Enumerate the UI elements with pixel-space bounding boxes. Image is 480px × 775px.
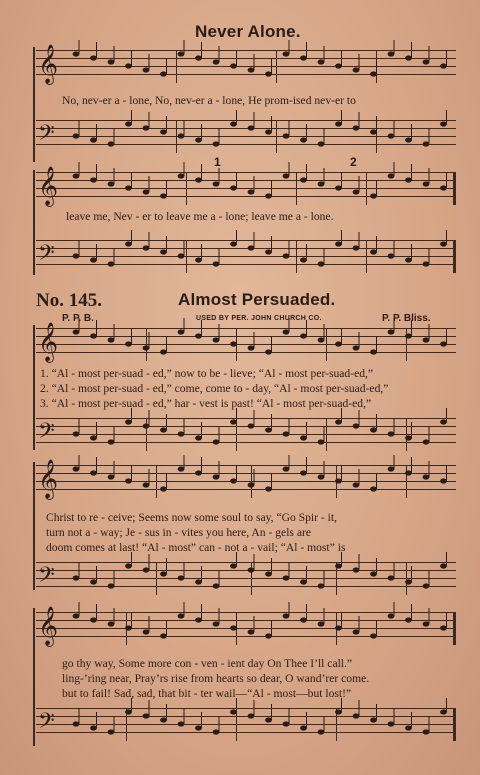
note-head: [370, 571, 377, 576]
bass-clef-icon: 𝄢: [38, 709, 55, 739]
note-head: [353, 245, 360, 250]
note-head: [178, 431, 185, 436]
note-head: [125, 341, 132, 346]
bass-clef-icon: 𝄢: [38, 121, 55, 151]
note-head: [388, 173, 395, 178]
note-head: [335, 241, 342, 246]
note-head: [388, 466, 395, 471]
note-head: [353, 482, 360, 487]
note-head: [318, 583, 325, 588]
note-head: [213, 729, 220, 734]
note-heads: [36, 552, 456, 604]
note-head: [125, 419, 132, 424]
note-head: [230, 563, 237, 568]
note-head: [213, 261, 220, 266]
hymn-title-never-alone: Never Alone.: [195, 22, 301, 41]
note-head: [283, 253, 290, 258]
note-head: [335, 709, 342, 714]
first-ending-number: 1: [214, 155, 221, 169]
note-head: [143, 713, 150, 718]
note-head: [213, 181, 220, 186]
note-head: [90, 177, 97, 182]
note-head: [283, 466, 290, 471]
note-head: [90, 435, 97, 440]
note-head: [353, 567, 360, 572]
note-head: [265, 193, 272, 198]
note-head: [178, 133, 185, 138]
note-head: [213, 439, 220, 444]
system-brace: [33, 170, 35, 275]
note-head: [388, 51, 395, 56]
note-head: [248, 125, 255, 130]
note-head: [125, 63, 132, 68]
note-head: [143, 629, 150, 634]
bass-clef-icon: 𝄢: [38, 241, 55, 271]
note-head: [423, 583, 430, 588]
note-head: [423, 261, 430, 266]
note-head: [370, 249, 377, 254]
note-head: [405, 177, 412, 182]
note-head: [195, 470, 202, 475]
note-head: [248, 629, 255, 634]
note-head: [335, 63, 342, 68]
note-head: [388, 431, 395, 436]
note-head: [405, 333, 412, 338]
note-head: [318, 261, 325, 266]
note-head: [300, 579, 307, 584]
note-head: [178, 173, 185, 178]
note-head: [213, 337, 220, 342]
note-head: [213, 59, 220, 64]
note-head: [440, 241, 447, 246]
note-head: [73, 575, 80, 580]
note-head: [125, 478, 132, 483]
note-head: [230, 121, 237, 126]
note-head: [90, 470, 97, 475]
bass-staff: [36, 562, 456, 594]
note-head: [300, 177, 307, 182]
note-heads: [36, 318, 456, 370]
note-head: [230, 241, 237, 246]
note-head: [405, 579, 412, 584]
note-head: [283, 575, 290, 580]
note-heads: [36, 602, 456, 654]
note-head: [388, 253, 395, 258]
note-head: [423, 141, 430, 146]
bass-staff: [36, 708, 456, 740]
note-head: [440, 709, 447, 714]
note-head: [178, 613, 185, 618]
note-head: [370, 427, 377, 432]
note-head: [248, 245, 255, 250]
note-head: [300, 137, 307, 142]
note-head: [90, 333, 97, 338]
note-head: [335, 185, 342, 190]
treble-staff: [36, 322, 456, 362]
note-head: [73, 51, 80, 56]
note-head: [353, 713, 360, 718]
note-head: [108, 337, 115, 342]
note-head: [370, 129, 377, 134]
note-heads: [36, 408, 456, 460]
note-head: [300, 617, 307, 622]
note-head: [318, 439, 325, 444]
note-head: [405, 435, 412, 440]
note-head: [388, 329, 395, 334]
note-head: [230, 63, 237, 68]
note-head: [178, 253, 185, 258]
note-head: [195, 725, 202, 730]
note-head: [73, 133, 80, 138]
note-head: [73, 466, 80, 471]
note-head: [160, 427, 167, 432]
note-head: [125, 185, 132, 190]
note-head: [440, 419, 447, 424]
note-head: [388, 575, 395, 580]
note-head: [248, 67, 255, 72]
note-head: [160, 633, 167, 638]
note-head: [283, 431, 290, 436]
note-head: [300, 470, 307, 475]
note-head: [248, 345, 255, 350]
note-head: [265, 349, 272, 354]
system-3-lyrics-verse-1: go thy way, Some more con - ven - ient day On Thee I’ll call.”: [62, 657, 353, 670]
note-head: [143, 67, 150, 72]
note-head: [248, 482, 255, 487]
system-3-lyrics-verse-2: ling-’ring near, Pray’rs rise from hearts so dear, O wand’rer come.: [62, 672, 370, 685]
note-head: [143, 245, 150, 250]
note-head: [178, 329, 185, 334]
note-head: [108, 261, 115, 266]
note-head: [423, 474, 430, 479]
note-head: [125, 121, 132, 126]
note-head: [440, 185, 447, 190]
note-head: [230, 478, 237, 483]
note-heads: [36, 40, 456, 92]
note-head: [405, 470, 412, 475]
note-head: [108, 621, 115, 626]
note-head: [265, 71, 272, 76]
note-head: [405, 617, 412, 622]
note-head: [108, 474, 115, 479]
treble-clef-icon: 𝄞: [38, 322, 59, 362]
note-head: [405, 55, 412, 60]
note-head: [440, 625, 447, 630]
note-head: [283, 613, 290, 618]
note-head: [405, 725, 412, 730]
note-head: [265, 717, 272, 722]
lyricist-credit: P. P. B.: [62, 313, 94, 324]
composer-credit: P. P. Bliss.: [382, 313, 431, 324]
verse-1-lyrics: 1. “Al - most per-suad - ed,” now to be - lieve; “Al - most per-suad-ed,”: [40, 367, 374, 380]
system-brace: [33, 325, 35, 450]
note-head: [370, 486, 377, 491]
note-head: [300, 435, 307, 440]
note-head: [178, 575, 185, 580]
note-head: [73, 329, 80, 334]
note-head: [248, 423, 255, 428]
note-head: [353, 629, 360, 634]
note-head: [335, 121, 342, 126]
note-head: [370, 71, 377, 76]
note-head: [300, 333, 307, 338]
note-head: [265, 427, 272, 432]
note-head: [195, 579, 202, 584]
system-brace: [33, 47, 35, 162]
note-head: [265, 486, 272, 491]
note-head: [125, 241, 132, 246]
note-head: [195, 55, 202, 60]
note-head: [178, 466, 185, 471]
note-head: [90, 257, 97, 262]
note-heads: [36, 110, 456, 162]
bass-staff: [36, 120, 456, 152]
note-head: [283, 173, 290, 178]
note-head: [423, 181, 430, 186]
note-head: [440, 478, 447, 483]
treble-clef-icon: 𝄞: [38, 44, 59, 84]
note-head: [353, 423, 360, 428]
hymn-title-almost-persuaded: Almost Persuaded.: [178, 290, 336, 309]
note-head: [73, 721, 80, 726]
note-head: [108, 181, 115, 186]
note-head: [160, 571, 167, 576]
note-head: [108, 583, 115, 588]
note-head: [283, 133, 290, 138]
note-head: [73, 173, 80, 178]
note-head: [440, 63, 447, 68]
note-head: [230, 709, 237, 714]
note-head: [108, 729, 115, 734]
note-head: [160, 486, 167, 491]
note-head: [265, 571, 272, 576]
lyrics-line: No, nev-er a - lone, No, nev-er a - lone, He prom-ised nev-er to: [62, 94, 356, 107]
note-head: [318, 181, 325, 186]
note-head: [423, 59, 430, 64]
note-head: [125, 625, 132, 630]
note-head: [178, 721, 185, 726]
note-head: [300, 55, 307, 60]
note-head: [318, 141, 325, 146]
note-head: [318, 621, 325, 626]
treble-staff: [36, 459, 456, 499]
note-head: [230, 625, 237, 630]
note-head: [178, 51, 185, 56]
note-head: [195, 333, 202, 338]
note-head: [125, 563, 132, 568]
note-head: [405, 257, 412, 262]
note-head: [300, 725, 307, 730]
note-head: [335, 419, 342, 424]
note-head: [335, 563, 342, 568]
note-head: [353, 67, 360, 72]
note-heads: [36, 230, 456, 282]
note-head: [160, 193, 167, 198]
note-head: [213, 583, 220, 588]
permission-credit: USED BY PER. JOHN CHURCH CO.: [196, 315, 322, 322]
note-head: [265, 249, 272, 254]
note-head: [160, 129, 167, 134]
note-head: [370, 717, 377, 722]
note-head: [90, 617, 97, 622]
note-head: [318, 337, 325, 342]
note-head: [143, 482, 150, 487]
note-head: [318, 59, 325, 64]
note-head: [213, 474, 220, 479]
note-head: [283, 329, 290, 334]
note-head: [108, 439, 115, 444]
note-head: [248, 567, 255, 572]
note-head: [160, 249, 167, 254]
note-head: [213, 141, 220, 146]
treble-staff: [36, 44, 456, 84]
note-head: [248, 189, 255, 194]
note-heads: [36, 162, 456, 214]
note-head: [353, 125, 360, 130]
note-head: [335, 478, 342, 483]
note-head: [423, 337, 430, 342]
note-head: [143, 345, 150, 350]
hymn-number: No. 145.: [36, 290, 102, 311]
note-head: [353, 189, 360, 194]
note-head: [108, 141, 115, 146]
note-head: [370, 633, 377, 638]
note-head: [195, 257, 202, 262]
note-head: [108, 59, 115, 64]
note-head: [265, 129, 272, 134]
note-head: [388, 721, 395, 726]
bass-staff: [36, 240, 456, 272]
note-head: [73, 253, 80, 258]
system-2-lyrics-verse-3: doom comes at last! “Al - most” can - not a - vail; “Al - most” is: [46, 541, 346, 554]
note-head: [90, 579, 97, 584]
note-head: [388, 133, 395, 138]
note-head: [335, 341, 342, 346]
note-head: [125, 709, 132, 714]
note-head: [90, 55, 97, 60]
second-ending-number: 2: [350, 155, 357, 169]
note-head: [335, 625, 342, 630]
note-head: [388, 613, 395, 618]
bass-clef-icon: 𝄢: [38, 419, 55, 449]
note-head: [405, 137, 412, 142]
note-head: [300, 257, 307, 262]
note-head: [195, 177, 202, 182]
note-head: [440, 121, 447, 126]
note-head: [318, 729, 325, 734]
note-head: [143, 567, 150, 572]
system-brace: [33, 608, 35, 746]
note-head: [230, 185, 237, 190]
note-head: [440, 563, 447, 568]
note-head: [423, 729, 430, 734]
note-head: [370, 349, 377, 354]
treble-staff: [36, 166, 456, 206]
note-head: [213, 621, 220, 626]
note-head: [370, 193, 377, 198]
verse-3-lyrics: 3. “Al - most per-suad - ed,” har - vest is past! “Al - most per-suad-ed,”: [40, 397, 372, 410]
note-head: [143, 189, 150, 194]
note-head: [73, 431, 80, 436]
note-head: [248, 713, 255, 718]
note-head: [440, 341, 447, 346]
bass-clef-icon: 𝄢: [38, 563, 55, 593]
treble-clef-icon: 𝄞: [38, 459, 59, 499]
note-head: [230, 419, 237, 424]
lyrics-line: leave me, Nev - er to leave me a - lone; leave me a - lone.: [66, 210, 334, 223]
system-brace: [33, 462, 35, 590]
note-head: [318, 474, 325, 479]
note-head: [90, 137, 97, 142]
note-head: [160, 717, 167, 722]
note-head: [195, 435, 202, 440]
note-head: [143, 125, 150, 130]
note-head: [230, 341, 237, 346]
treble-clef-icon: 𝄞: [38, 166, 59, 206]
note-heads: [36, 698, 456, 750]
system-3-lyrics-verse-3: but to fail! Sad, sad, that bit - ter wail—“Al - most—but lost!”: [62, 687, 352, 700]
note-head: [90, 725, 97, 730]
note-head: [160, 349, 167, 354]
note-head: [73, 613, 80, 618]
system-2-lyrics-verse-2: turn not a - way; Je - sus in - vites you here, An - gels are: [46, 526, 311, 539]
system-2-lyrics-verse-1: Christ to re - ceive; Seems now some soul to say, “Go Spir - it,: [46, 511, 337, 524]
note-head: [265, 633, 272, 638]
note-head: [283, 721, 290, 726]
note-head: [143, 423, 150, 428]
note-head: [195, 137, 202, 142]
note-heads: [36, 455, 456, 507]
treble-clef-icon: 𝄞: [38, 606, 59, 646]
note-head: [160, 71, 167, 76]
verse-2-lyrics: 2. “Al - most per-suad - ed,” come, come to - day, “Al - most per-suad-ed,”: [40, 382, 389, 395]
note-head: [353, 345, 360, 350]
bass-staff: [36, 418, 456, 450]
note-head: [283, 51, 290, 56]
note-head: [423, 439, 430, 444]
treble-staff: [36, 606, 456, 646]
note-head: [423, 621, 430, 626]
note-head: [195, 617, 202, 622]
